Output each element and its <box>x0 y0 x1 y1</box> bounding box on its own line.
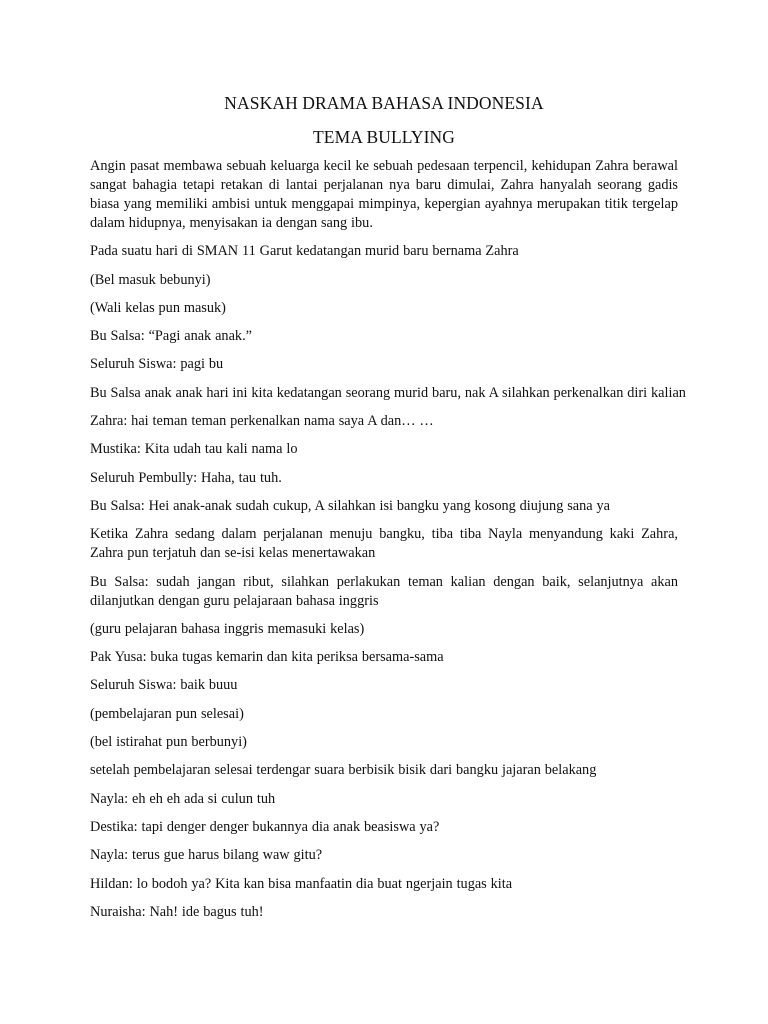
dialogue-line: Seluruh Pembully: Haha, tau tuh. <box>90 469 282 486</box>
stage-direction: (Wali kelas pun masuk) <box>90 299 226 316</box>
dialogue-line: Seluruh Siswa: pagi bu <box>90 356 224 373</box>
dialogue-line: Nayla: terus gue harus bilang waw gitu? <box>90 847 323 864</box>
stage-direction: (pembelajaran pun selesai) <box>90 705 244 722</box>
dialogue-line: Nayla: eh eh eh ada si culun tuh <box>90 790 276 807</box>
dialogue-line: Hildan: lo bodoh ya? Kita kan bisa manfaatin dia buat ngerjain tugas kita <box>90 875 513 892</box>
dialogue-line: Seluruh Siswa: baik buuu <box>90 677 238 694</box>
dialogue-line: Pak Yusa: buka tugas kemarin dan kita periksa bersama-sama <box>90 649 444 666</box>
narration-paragraph: Ketika Zahra sedang dalam perjalanan menuju bangku, tiba tiba Nayla menyandung kaki Zahra, Zahra pun terjatuh dan se-isi kelas menertawakan <box>90 526 678 562</box>
stage-direction: (bel istirahat pun berbunyi) <box>90 734 247 751</box>
stage-direction: (Bel masuk bebunyi) <box>90 271 211 288</box>
dialogue-line: Nuraisha: Nah! ide bagus tuh! <box>90 903 264 920</box>
narration-line: Pada suatu hari di SMAN 11 Garut kedatangan murid baru bernama Zahra <box>90 243 519 260</box>
dialogue-line: Destika: tapi denger denger bukannya dia anak beasiswa ya? <box>90 818 440 835</box>
dialogue-line: Bu Salsa: Hei anak-anak sudah cukup, A silahkan isi bangku yang kosong diujung sana ya <box>90 497 610 514</box>
dialogue-line: Bu Salsa anak anak hari ini kita kedatangan seorang murid baru, nak A silahkan perkenalkan diri kalian <box>90 384 686 401</box>
intro-paragraph: Angin pasat membawa sebuah keluarga kecil ke sebuah pedesaan terpencil, kehidupan Zahra berawal sangat bahagia tetapi retakan di lantai perjalanan nya baru dimulai, Zahra hanyalah seorang gadis biasa yang memiliki ambisi untuk menggapai mimpinya, kepergian ayahnya merupakan titik tergelap dalam hidupnya, menyisakan ia dengan sang ibu. <box>90 158 678 231</box>
dialogue-paragraph: Bu Salsa: sudah jangan ribut, silahkan perlakukan teman kalian dengan baik, selanjutnya akan dilanjutkan dengan guru pelajaraan bahasa inggris <box>90 573 678 609</box>
dialogue-line: Zahra: hai teman teman perkenalkan nama saya A dan… … <box>90 413 434 430</box>
document-subtitle: TEMA BULLYING <box>313 127 455 147</box>
narration-line: setelah pembelajaran selesai terdengar suara berbisik bisik dari bangku jajaran belakang <box>90 762 597 779</box>
stage-direction: (guru pelajaran bahasa inggris memasuki kelas) <box>90 620 365 637</box>
dialogue-line: Mustika: Kita udah tau kali nama lo <box>90 441 298 458</box>
document-title: NASKAH DRAMA BAHASA INDONESIA <box>224 93 544 113</box>
dialogue-line: Bu Salsa: “Pagi anak anak.” <box>90 328 252 345</box>
script-body <box>90 157 686 922</box>
